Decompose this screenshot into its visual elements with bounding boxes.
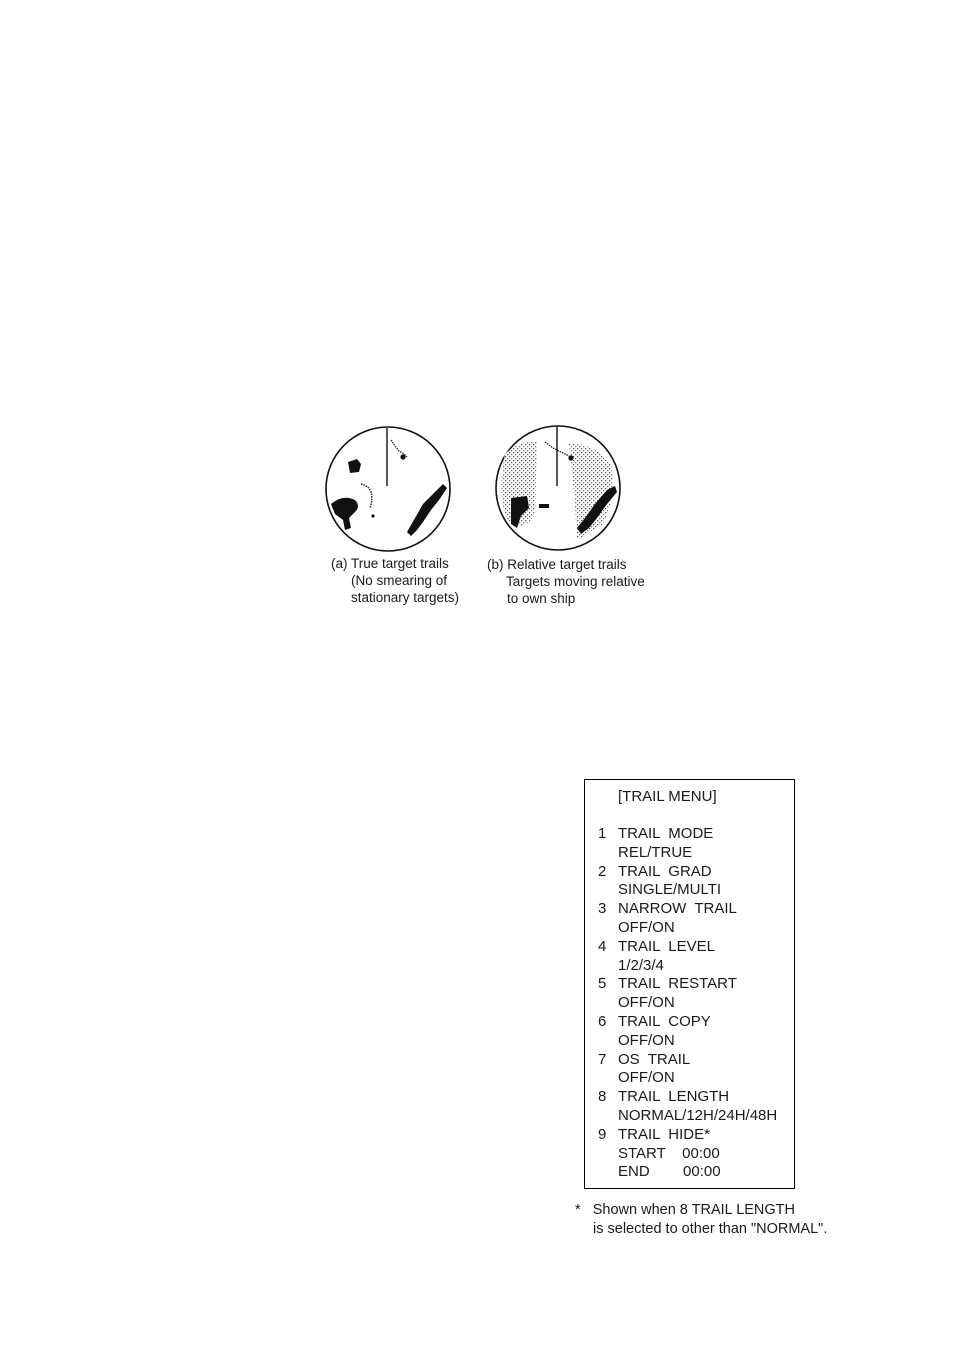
menu-item-options: END 00:00 xyxy=(618,1163,721,1181)
menu-item xyxy=(598,1013,777,1051)
menu-item-options: OFF/ON xyxy=(618,994,675,1012)
menu-item-options: OFF/ON xyxy=(618,1031,675,1049)
menu-item-number: 6 xyxy=(598,1012,607,1030)
menu-item-number: 1 xyxy=(598,825,607,842)
menu-item-label: TRAIL GRAD xyxy=(618,862,712,880)
footnote-line2: is selected to other than "NORMAL". xyxy=(593,1221,828,1237)
footnote xyxy=(575,1201,827,1239)
menu-item-number: 4 xyxy=(598,937,607,955)
caption-relative-line1: (b) Relative target trails xyxy=(487,557,627,572)
menu-item xyxy=(598,863,777,901)
menu-item-number: 8 xyxy=(598,1088,607,1106)
menu-item-options: OFF/ON xyxy=(618,1069,675,1087)
caption-true-line2: (No smearing of xyxy=(351,573,448,588)
menu-item-options: NORMAL/12H/24H/48H xyxy=(618,1106,778,1124)
menu-item-number: 7 xyxy=(598,1050,607,1068)
caption-true-trails xyxy=(331,555,459,606)
menu-item-label: TRAIL MODE xyxy=(618,825,714,842)
menu-item-number: 5 xyxy=(598,975,607,993)
menu-item-options: 1/2/3/4 xyxy=(618,956,664,974)
radar-relative-trails xyxy=(493,424,623,552)
menu-item-options: OFF/ON xyxy=(618,918,675,936)
menu-item-label: TRAIL COPY xyxy=(618,1012,711,1030)
caption-true-line1: (a) True target trails xyxy=(331,556,449,571)
menu-title: [TRAIL MENU] xyxy=(618,788,717,805)
menu-item-options: SINGLE/MULTI xyxy=(618,881,722,899)
menu-item-label: OS TRAIL xyxy=(618,1050,691,1068)
menu-item-number: 3 xyxy=(598,900,607,918)
caption-relative-trails xyxy=(487,556,645,607)
menu-item xyxy=(598,825,777,863)
menu-item xyxy=(598,1126,777,1182)
menu-list xyxy=(598,825,777,1182)
menu-item-number: 2 xyxy=(598,862,607,880)
menu-item-label: TRAIL RESTART xyxy=(618,975,737,993)
menu-item xyxy=(598,900,777,938)
menu-item xyxy=(598,975,777,1013)
menu-item xyxy=(598,938,777,976)
radar-true-trails xyxy=(323,426,453,552)
caption-true-line3: stationary targets) xyxy=(351,590,460,605)
menu-item xyxy=(598,1051,777,1089)
menu-item-label: TRAIL LEVEL xyxy=(618,937,715,955)
menu-item-number: 9 xyxy=(598,1125,607,1143)
menu-item-options: START 00:00 xyxy=(618,1144,720,1162)
footnote-line1: * Shown when 8 TRAIL LENGTH xyxy=(575,1202,796,1218)
menu-item-label: NARROW TRAIL xyxy=(618,900,737,918)
menu-item-label: TRAIL LENGTH xyxy=(618,1088,730,1106)
caption-relative-line2: Targets moving relative xyxy=(506,574,645,589)
menu-item-options: REL/TRUE xyxy=(618,843,693,861)
menu-item-label: TRAIL HIDE* xyxy=(618,1125,710,1143)
menu-item xyxy=(598,1088,777,1126)
trail-menu-box xyxy=(584,779,795,1189)
caption-relative-line3: to own ship xyxy=(507,591,576,606)
